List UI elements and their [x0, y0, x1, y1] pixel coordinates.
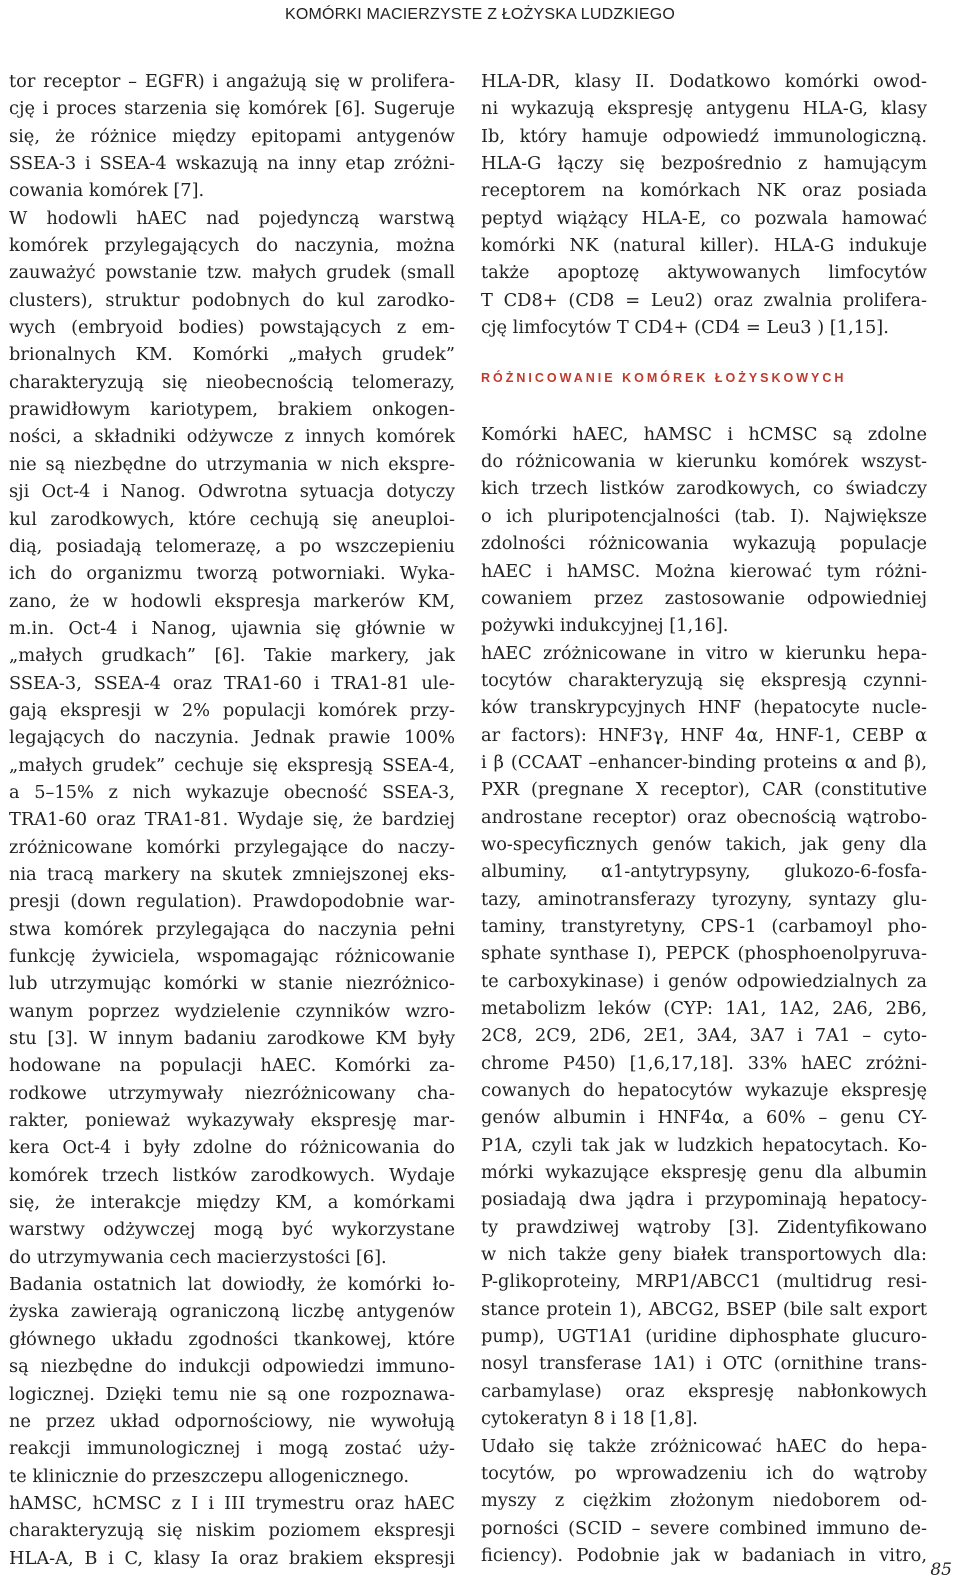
text-line: PXR (pregnane X receptor), CAR (constitutive [481, 779, 927, 801]
text-line: hAMSC, hCMSC z I i III trymestru oraz hAEC [9, 1492, 455, 1514]
text-line: albuminy, α1-antytrypsyny, glukozo-6-fosfa- [481, 861, 927, 883]
left-column-text [9, 68, 455, 1572]
text-line: tocytów charakteryzują się ekspresją czynni- [481, 669, 927, 691]
text-line: reakcji immunologicznej i mogą zostać uży- [9, 1438, 455, 1460]
text-line: dią, posiadają telomerazę, a po wszczepieniu [9, 535, 455, 557]
text-line: HLA-DR, klasy II. Dodatkowo komórki owod- [481, 71, 927, 92]
text-line: stu [3]. W innym badaniu zarodkowe KM były [9, 1028, 455, 1050]
text-line: cję i proces starzenia się komórek [6]. Sugeruje [9, 98, 455, 120]
text-line: sji Oct-4 i Nanog. Odwrotna sytuacja dotyczy [9, 481, 455, 503]
text-line: zano, że w hodowli ekspresja markerów KM, [9, 590, 455, 612]
text-line: posiadają dwa jądra i przypominają hepatocy- [481, 1189, 927, 1211]
text-line: gają ekspresji w 2% populacji komórek przy- [9, 699, 455, 721]
text-line: brionalnych KM. Komórki „małych grudek” [9, 344, 455, 366]
left-column [9, 68, 455, 1572]
text-line: nosyl transferase 1A1) i OTC (ornithine trans- [481, 1353, 927, 1375]
text-line: do różnicowania w kierunku komórek wszyst- [481, 451, 927, 473]
text-line: charakteryzują się niskim poziomem ekspresji [9, 1520, 455, 1542]
right-column-text-bottom [481, 421, 927, 1569]
text-line: wych (embryoid bodies) powstających z em- [9, 317, 455, 339]
text-line: ni wykazują ekspresję antygenu HLA-G, klasy [481, 98, 927, 120]
text-line: wo-specyficznych genów takich, jak geny dla [481, 833, 927, 855]
text-line: rodkowe utrzymywały niezróżnicowany cha- [9, 1082, 455, 1104]
text-line: komórki NK (natural killer). HLA-G indukuje [481, 235, 927, 257]
text-line: W hodowli hAEC nad pojedynczą warstwą [9, 207, 455, 229]
text-line: Ib, który hamuje odpowiedź immunologiczną. [481, 125, 927, 147]
text-line: carbamylase) oraz ekspresję nabłonkowych [481, 1380, 927, 1402]
text-line: cję limfocytów T CD4+ (CD4 = Leu3 ) [1,15]. [481, 317, 889, 339]
text-line: i β (CCAAT –enhancer-binding proteins α and β), [481, 751, 927, 773]
text-line: ty prawdziwej wątroby [3]. Zidentyfikowano [481, 1216, 927, 1238]
text-line: clusters), struktur podobnych do kul zarodko- [9, 289, 455, 311]
text-line: wanym poprzez wydzielenie czynników wzro- [9, 1000, 455, 1022]
text-line: tor receptor – EGFR) i angażują się w prolifera- [9, 71, 455, 92]
text-line: Udało się także zróżnicować hAEC do hepa- [481, 1435, 927, 1457]
text-line: a 5–15% z nich wykazuje obecność SSEA-3, [9, 781, 455, 803]
text-line: komórek trzech listków zarodkowych. Wydaje [9, 1164, 455, 1186]
text-line: warstwy odżywczej mogą być wykorzystane [9, 1219, 455, 1241]
text-line: Komórki hAEC, hAMSC i hCMSC są zdolne [481, 423, 927, 445]
text-line: legających do naczynia. Jednak prawie 100% [9, 727, 455, 749]
text-line: stwa komórek przylegająca do naczynia pełni [9, 918, 455, 940]
text-line: zróżnicowane komórki przylegające do naczy- [9, 836, 455, 858]
text-line: cowania komórek [7]. [9, 180, 205, 202]
text-line: cytokeratyn 8 i 18 [1,8]. [481, 1408, 698, 1430]
text-line: ficiency). Podobnie jak w badaniach in vitro, [481, 1544, 927, 1566]
text-line: kich trzech listków zarodkowych, co świadczy [481, 478, 927, 500]
text-line: się, że różnice między epitopami antygenów [9, 125, 455, 147]
text-line: T CD8+ (CD8 = Leu2) oraz zwalnia prolifera- [481, 289, 927, 311]
page-number: 85 [930, 1560, 952, 1580]
text-line: HLA-A, B i C, klasy Ia oraz brakiem ekspresji [9, 1547, 455, 1569]
text-line: SSEA-3, SSEA-4 oraz TRA1-60 i TRA1-81 ule- [9, 672, 455, 694]
text-line: peptyd wiążący HLA-E, co pozwala hamować [481, 207, 927, 229]
text-line: cowanych do hepatocytów wykazuje ekspresję [481, 1080, 927, 1102]
text-line: nie są niezbędne do utrzymania w nich ekspre- [9, 453, 455, 475]
text-line: genów albumin i HNF4α, a 60% – genu CY- [481, 1107, 927, 1129]
text-line: logicznej. Dzięki temu nie są one rozpoznawa- [9, 1383, 455, 1405]
text-line: ków transkrypcyjnych HNF (hepatocyte nucle- [481, 697, 927, 719]
text-line: ar factors): HNF3γ, HNF 4α, HNF-1, CEBP α [481, 724, 927, 746]
text-line: o ich pluripotencjalności (tab. I). Największe [481, 505, 927, 527]
text-line: te carboxykinase) i genów odpowiedzialnych za [481, 970, 927, 992]
text-line: funkcję żywiciela, wspomagając różnicowanie [9, 946, 455, 967]
text-line: się, że interakcje między KM, a komórkami [9, 1192, 455, 1214]
text-line: pump), UGT1A1 (uridine diphosphate glucuro- [481, 1326, 927, 1348]
text-line: tocytów, po wprowadzeniu ich do wątroby [481, 1462, 927, 1484]
text-line: porności (SCID – severe combined immuno de- [481, 1517, 927, 1539]
text-line: chrome P450) [1,6,17,18]. 33% hAEC zróżni- [481, 1052, 927, 1074]
text-line: m.in. Oct-4 i Nanog, ujawnia się głównie w [9, 617, 455, 639]
text-line: hAEC zróżnicowane in vitro w kierunku hepa- [481, 642, 927, 664]
right-column-text-top [481, 68, 927, 341]
text-line: prawidłowym kariotypem, brakiem onkogen- [9, 399, 455, 421]
text-line: presji (down regulation). Prawdopodobnie war- [9, 891, 455, 913]
text-line: rakter, ponieważ wykazywały ekspresję mar- [9, 1110, 455, 1132]
text-line: głównego układu zgodności tkankowej, które [9, 1328, 455, 1350]
text-line: taminy, transtyretyny, CPS-1 (carbamoyl pho- [481, 915, 927, 937]
text-line: 2C8, 2C9, 2D6, 2E1, 3A4, 3A7 i 7A1 – cyto- [481, 1025, 927, 1047]
text-line: hAEC i hAMSC. Można kierować tym różni- [481, 560, 927, 582]
text-line: te klinicznie do przeszczepu allogenicznego. [9, 1465, 410, 1487]
text-line: myszy z ciężkim złożonym niedoborem od- [481, 1490, 927, 1512]
text-line: zauważyć powstanie tzw. małych grudek (small [9, 262, 455, 284]
text-line: receptorem na komórkach NK oraz posiada [481, 180, 927, 202]
text-line: sphate synthase I), PEPCK (phosphoenolpyruva- [481, 943, 927, 965]
text-line: P-glikoproteiny, MRP1/ABCC1 (multidrug resi- [481, 1271, 927, 1293]
right-column [481, 68, 927, 1569]
section-heading: RÓŻNICOWANIE KOMÓREK ŁOŻYSKOWYCH [481, 371, 847, 386]
text-line: Badania ostatnich lat dowiodły, że komórki ło- [9, 1274, 455, 1296]
text-line: ich do organizmu tworzą potworniaki. Wyka- [9, 563, 455, 585]
text-line: zdolności różnicowania wykazują populacje [481, 533, 927, 555]
text-line: SSEA-3 i SSEA-4 wskazują na inny etap zróżni- [9, 153, 455, 175]
text-line: „małych grudkach” [6]. Takie markery, jak [9, 645, 455, 667]
text-line: są niezbędne do indukcji odpowiedzi immuno- [9, 1356, 455, 1378]
text-line: TRA1-60 oraz TRA1-81. Wydaje się, że bardziej [9, 809, 455, 831]
text-line: lub utrzymując komórki w stanie niezróżnico- [9, 973, 455, 995]
text-line: nia tracą markery na skutek zmniejszonej eks- [9, 863, 455, 885]
text-line: żyska zawierają ograniczoną liczbę antygenów [9, 1301, 455, 1323]
text-line: kera Oct-4 i były zdolne do różnicowania do [9, 1137, 455, 1159]
text-line: ności, a składniki odżywcze z innych komórek [9, 426, 455, 448]
text-line: „małych grudek” cechuje się ekspresją SSEA-4, [9, 754, 455, 776]
text-line: metabolizm leków (CYP: 1A1, 1A2, 2A6, 2B6, [481, 998, 927, 1019]
text-line: charakteryzują się nieobecnością telomerazy, [9, 371, 455, 393]
text-line: ne przez układ odpornościowy, nie wywołują [9, 1410, 455, 1432]
text-line: androstane receptor) oraz obecnością wątrobo- [481, 806, 927, 828]
text-line: także apoptozę aktywowanych limfocytów [481, 262, 927, 284]
text-line: pożywki indukcyjnej [1,16]. [481, 615, 729, 637]
text-line: stance protein 1), ABCG2, BSEP (bile salt export [481, 1298, 927, 1320]
text-line: P1A, czyli tak jak w ludzkich hepatocytach. Ko- [481, 1134, 927, 1156]
text-line: tazy, aminotransferazy tyrozyny, syntazy glu- [481, 888, 927, 910]
text-line: HLA-G łączy się bezpośrednio z hamującym [481, 153, 927, 175]
running-head-title: KOMÓRKI MACIERZYSTE Z ŁOŻYSKA LUDZKIEGO [284, 6, 676, 23]
text-line: cowaniem przez zastosowanie odpowiedniej [481, 587, 927, 609]
text-line: hodowane na populacji hAEC. Komórki za- [9, 1055, 455, 1077]
text-line: kul zarodkowych, które cechują się aneuploi- [9, 508, 455, 530]
text-line: do utrzymywania cech macierzystości [6]. [9, 1246, 387, 1268]
text-line: mórki wykazujące ekspresję genu dla albumin [481, 1162, 927, 1184]
text-line: komórek przylegających do naczynia, można [9, 235, 455, 257]
text-line: w nich także geny białek transportowych dla: [481, 1244, 927, 1266]
